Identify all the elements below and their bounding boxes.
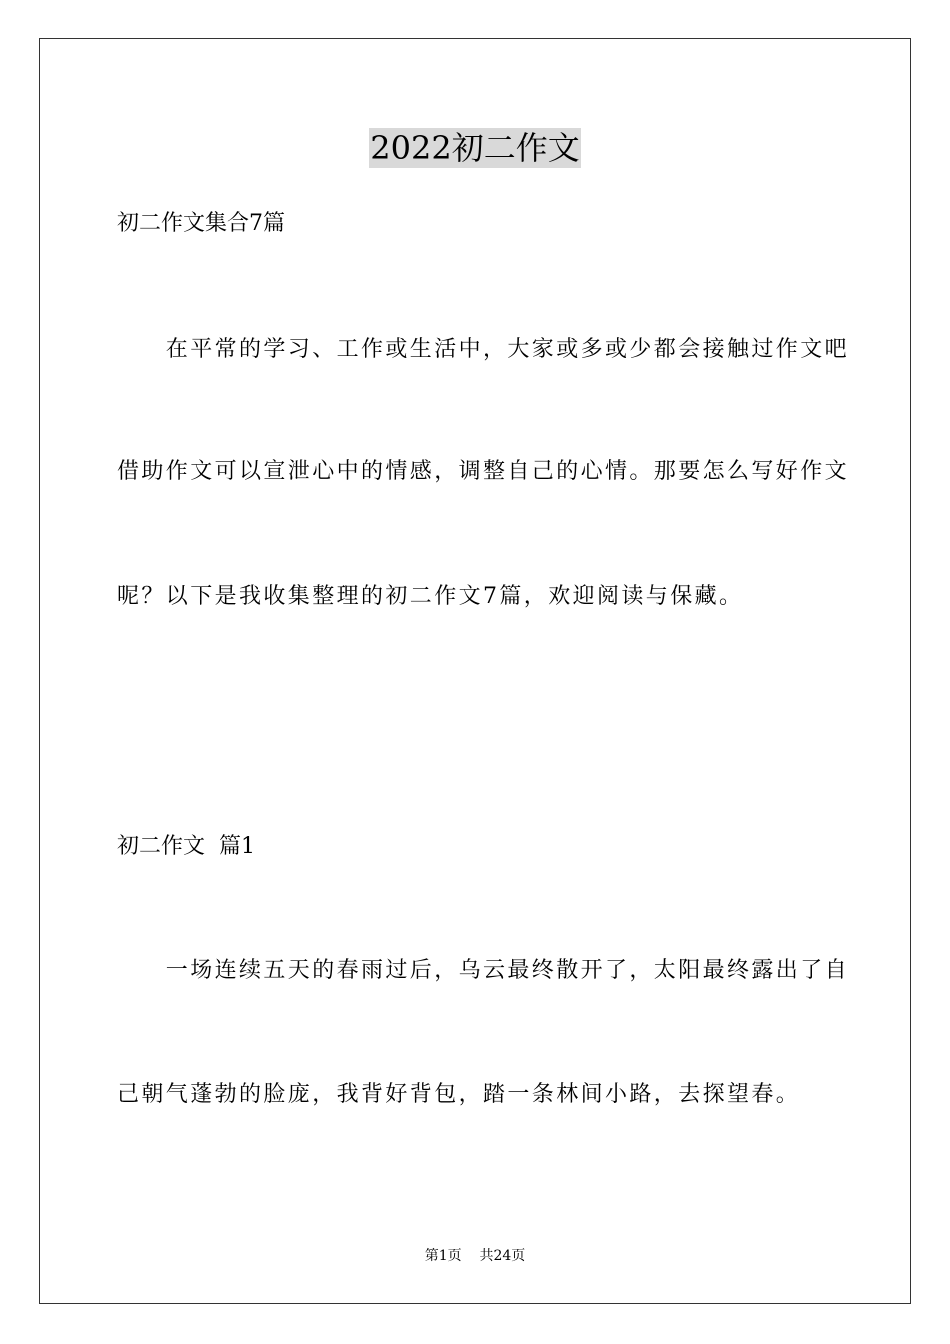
intro-line-1: 在平常的学习、工作或生活中，大家或多或少都会接触过作文吧	[117, 337, 850, 362]
intro-line-3: 呢？以下是我收集整理的初二作文7篇，欢迎阅读与保藏。	[117, 584, 744, 609]
document-title-container	[0, 128, 950, 168]
page-footer: 第1页 共24页	[424, 1248, 526, 1264]
section-line-1: 一场连续五天的春雨过后，乌云最终散开了，太阳最终露出了自	[117, 958, 850, 983]
section-line-2: 己朝气蓬勃的脸庞，我背好背包，踏一条林间小路，去探望春。	[117, 1082, 801, 1107]
document-subtitle: 初二作文集合7篇	[117, 211, 285, 236]
document-title: 2022初二作文	[370, 129, 580, 167]
intro-line-2: 借助作文可以宣泄心中的情感，调整自己的心情。那要怎么写好作文	[117, 459, 850, 484]
section-heading: 初二作文 篇1	[117, 834, 255, 859]
